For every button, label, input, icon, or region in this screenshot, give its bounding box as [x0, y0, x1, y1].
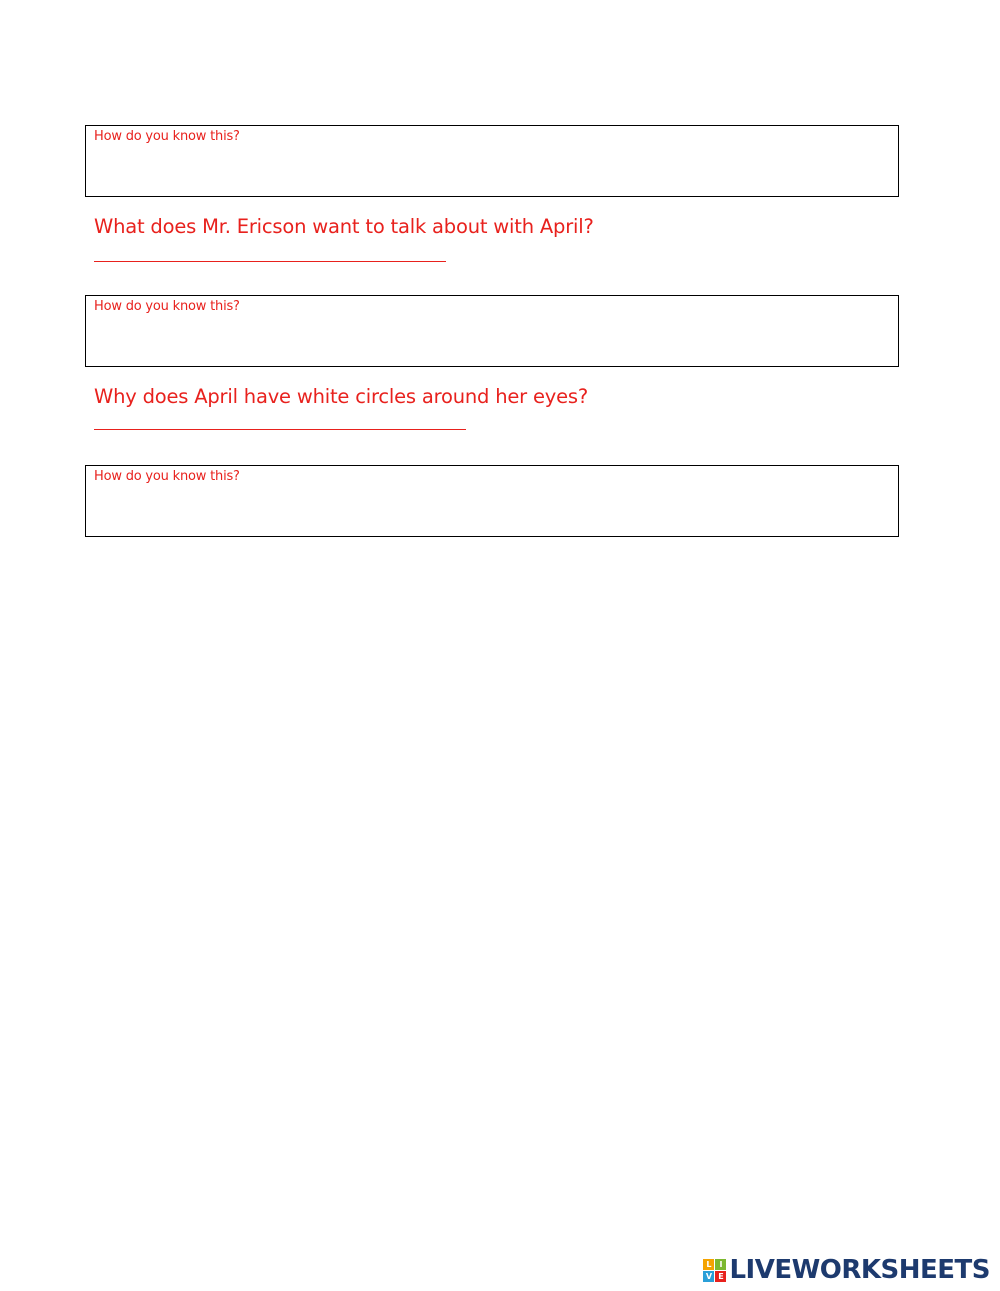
box-label: How do you know this?	[94, 129, 240, 144]
box-label: How do you know this?	[94, 299, 240, 314]
logo-letter: I	[715, 1259, 726, 1270]
question-3: Why does April have white circles around her eyes?	[94, 385, 589, 408]
answer-box-3[interactable]	[85, 465, 899, 537]
answer-box-2[interactable]	[85, 295, 899, 367]
logo-letter: L	[703, 1259, 714, 1270]
box-label: How do you know this?	[94, 469, 240, 484]
logo-letter: V	[703, 1271, 714, 1282]
logo-letter: E	[715, 1271, 726, 1282]
logo-text: LIVEWORKSHEETS	[729, 1255, 990, 1285]
answer-box-1[interactable]	[85, 125, 899, 197]
liveworksheets-logo	[703, 1256, 990, 1284]
question-2: What does Mr. Ericson want to talk about with April?	[94, 215, 594, 238]
logo-mark-icon	[703, 1259, 726, 1282]
answer-line-2[interactable]	[94, 261, 446, 262]
answer-line-3[interactable]	[94, 429, 466, 430]
